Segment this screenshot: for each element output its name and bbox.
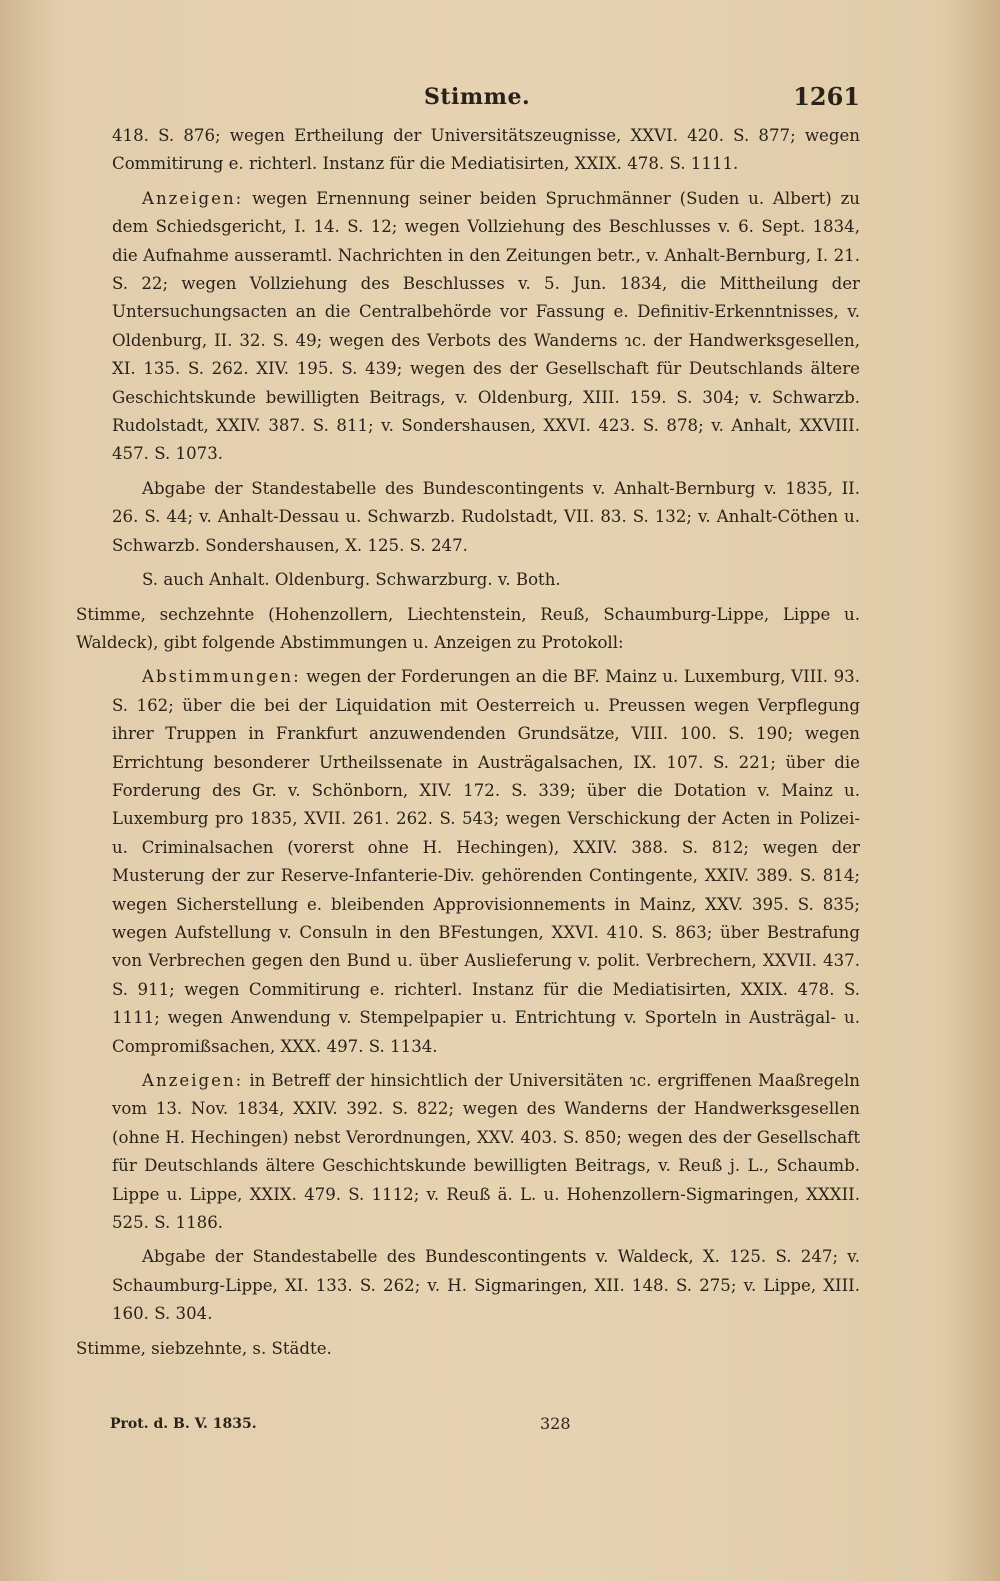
paragraph-text: wegen der Forderungen an die BF. Mainz u. Luxemburg, VIII. 93. S. 162; über die bei der Liquidation mit Oesterreich u. Preussen wegen Verpflegung ihrer Truppen in Frankfurt anzuwendenden Grundsätze, VIII. 100. S. 190; wegen Errichtung besonderer Urtheilssenate in Austrägalsachen, IX. 107. S. 221; über die Forderung des Gr. v. Schönborn, XIV. 172. S. 339; über die Dotation v. Mainz u. Luxemburg pro 1835, XVII. 261. 262. S. 543; wegen Verschickung der Acten in Polizei- u. Criminalsachen (vorerst ohne H. Hechingen), XXIV. 388. S. 812; wegen der Musterung der zur Reserve-Infanterie-Div. gehörenden Contingente, XXIV. 389. S. 814; wegen Sicherstellung e. bleibenden Approvisionnements in Mainz, XXV. 395. S. 835; wegen Aufstellung v. Consuln in den BFestungen, XXVI. 410. S. 863; über Bestrafung von Verbrechen gegen den Bund u. über Auslieferung v. polit. Verbrechern, XXVII. 437. S. 911; wegen Commitirung e. richterl. Instanz für die Mediatisirten, XXIX. 478. S. 1111; wegen Anwendung v. Stempelpapier u. Entrichtung v. Sporteln in Austrägal- u. Compromißsachen, XXX. 497. S. 1134. (112, 667, 860, 1056)
paragraph-lead: Anzeigen: (142, 188, 244, 208)
paragraph-abgabe-2 (112, 1243, 860, 1328)
paragraph-lead: Abstimmungen: (142, 667, 301, 687)
paragraph-text: Stimme, siebzehnte, s. Städte. (76, 1338, 332, 1358)
paragraph-lead: Anzeigen: (142, 1071, 244, 1090)
paragraph-text: Abgabe der Standestabelle des Bundescontingents v. Waldeck, X. 125. S. 247; v. Schaumburg-Lippe, XI. 133. S. 262; v. H. Sigmaringen, XII. 148. S. 275; v. Lippe, XIII. 160. S. 304. (112, 1247, 860, 1324)
running-title: Stimme. (424, 84, 531, 110)
paragraph-text: in Betreff der hinsichtlich der Universitäten ɿc. ergriffenen Maaßregeln vom 13. Nov. 1834, XXIV. 392. S. 822; wegen des Wanderns der Handwerksgesellen (ohne H. Hechingen) nebst Verordnungen, XXV. 403. S. 850; wegen des der Gesellschaft für Deutschlands ältere Geschichtskunde bewilligten Beitrags, v. Reuß j. L., Schaumb. Lippe u. Lippe, XXIX. 479. S. 1112; v. Reuß ä. L. u. Hohenzollern-Sigmaringen, XXXII. 525. S. 1186. (112, 1071, 860, 1233)
paragraph-text: wegen Ernennung seiner beiden Spruchmänner (Suden u. Albert) zu dem Schiedsgericht, I. 14. S. 12; wegen Vollziehung des Beschlusses v. 6. Sept. 1834, die Aufnahme ausseramtl. Nachrichten in den Zeitungen betr., v. Anhalt-Bernburg, I. 21. S. 22; wegen Vollziehung des Beschlusses v. 5. Jun. 1834, die Mittheilung der Untersuchungsacten an die Centralbehörde vor Fassung e. Definitiv-Erkenntnisses, v. Oldenburg, II. 32. S. 49; wegen des Verbots des Wanderns ɿc. der Handwerksgesellen, XI. 135. S. 262. XIV. 195. S. 439; wegen des der Gesellschaft für Deutschlands ältere Geschichtskunde bewilligten Beitrags, v. Oldenburg, XIII. 159. S. 304; v. Schwarzb. Rudolstadt, XXIV. 387. S. 811; v. Sondershausen, XXVI. 423. S. 878; v. Anhalt, XXVIII. 457. S. 1073. (112, 188, 860, 464)
paragraph-anzeigen (112, 185, 860, 469)
paragraph-anzeigen-2 (112, 1067, 860, 1237)
printer-signature: Prot. d. B. V. 1835. (110, 1416, 257, 1432)
entry-stimme-sechzehnte (76, 601, 860, 658)
entry-stimme-siebzehnte (76, 1335, 860, 1363)
paragraph-text: 418. S. 876; wegen Ertheilung der Universitätszeugnisse, XXVI. 420. S. 877; wegen Commitirung e. richterl. Instanz für die Mediatisirten, XXIX. 478. S. 1111. (112, 126, 860, 174)
paragraph-abgabe (112, 475, 860, 560)
page-footer (110, 1416, 860, 1440)
page-header (112, 84, 860, 114)
paragraph-text: Abgabe der Standestabelle des Bundescontingents v. Anhalt-Bernburg v. 1835, II. 26. S. 44; v. Anhalt-Dessau u. Schwarzb. Rudolstadt, VII. 83. S. 132; v. Anhalt-Cöthen u. Schwarzb. Sondershausen, X. 125. S. 247. (112, 478, 860, 555)
paragraph-abstimmungen (112, 663, 860, 1061)
paragraph-continuation (112, 122, 860, 179)
paragraph-text: Stimme, sechzehnte (Hohenzollern, Liechtenstein, Reuß, Schaumburg-Lippe, Lippe u. Waldeck), gibt folgende Abstimmungen u. Anzeigen zu Protokoll: (76, 604, 860, 652)
page-number: 1261 (793, 82, 860, 111)
paragraph-text: S. auch Anhalt. Oldenburg. Schwarzburg. v. Both. (142, 570, 561, 590)
index-body (76, 122, 860, 1369)
sheet-number: 328 (540, 1414, 571, 1433)
paragraph-see-also (112, 566, 860, 594)
